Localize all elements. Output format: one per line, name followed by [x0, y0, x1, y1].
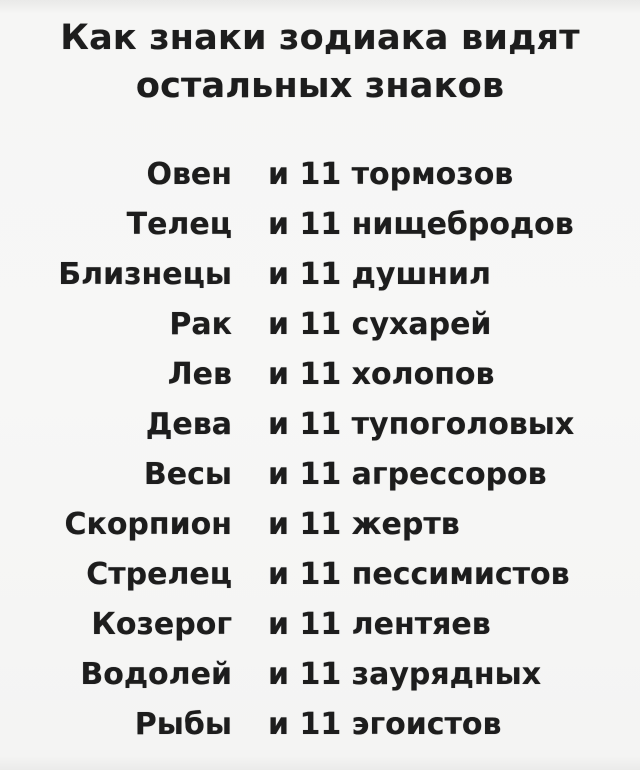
- zodiac-description: и 11 нищебродов: [268, 207, 574, 242]
- title-line-2: остальных знаков: [135, 66, 505, 106]
- zodiac-sign: Стрелец: [86, 557, 232, 592]
- zodiac-sign: Водолей: [80, 657, 232, 692]
- zodiac-description: и 11 лентяев: [268, 607, 491, 642]
- zodiac-sign: Лев: [167, 357, 232, 392]
- zodiac-description: и 11 эгоистов: [268, 707, 502, 742]
- zodiac-sign: Скорпион: [64, 507, 232, 542]
- zodiac-sign: Козерог: [91, 607, 232, 642]
- zodiac-sign: Рыбы: [134, 707, 232, 742]
- title-line-1: Как знаки зодиака видят: [60, 18, 580, 58]
- zodiac-sign: Телец: [126, 207, 232, 242]
- zodiac-description: и 11 тупоголовых: [268, 407, 575, 442]
- zodiac-sign: Весы: [143, 457, 232, 492]
- zodiac-sign: Дева: [145, 407, 232, 442]
- zodiac-description: и 11 душнил: [268, 257, 492, 292]
- meme-title: [0, 0, 640, 110]
- zodiac-sign: Овен: [146, 157, 232, 192]
- zodiac-description: и 11 жертв: [268, 507, 460, 542]
- zodiac-description: и 11 агрессоров: [268, 457, 547, 492]
- zodiac-description: и 11 заурядных: [268, 657, 542, 692]
- zodiac-description: и 11 холопов: [268, 357, 495, 392]
- zodiac-sign: Рак: [169, 307, 232, 342]
- zodiac-description: и 11 тормозов: [268, 157, 514, 192]
- zodiac-sign: Близнецы: [58, 257, 232, 292]
- zodiac-description: и 11 сухарей: [268, 307, 492, 342]
- zodiac-list: [0, 150, 640, 750]
- zodiac-description: и 11 пессимистов: [268, 557, 570, 592]
